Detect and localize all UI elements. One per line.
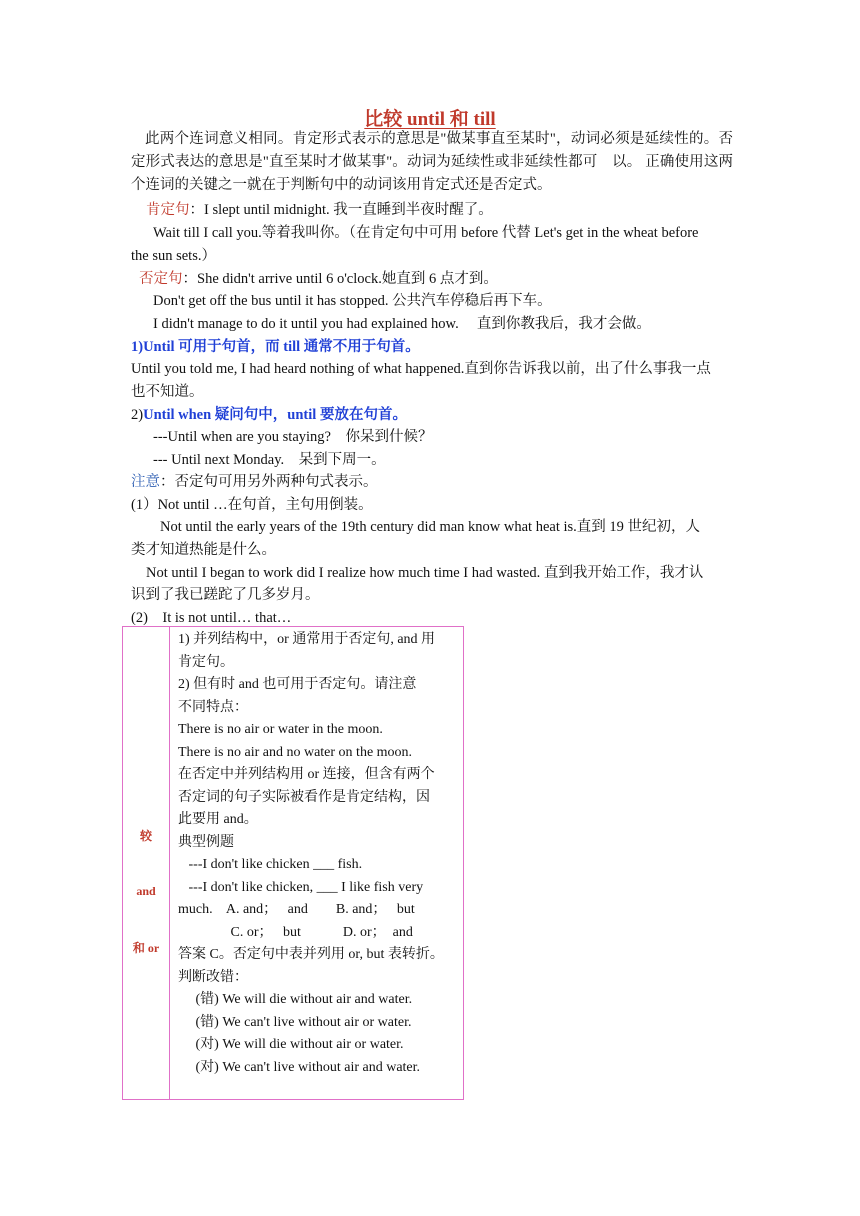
table-line: 不同特点： (178, 699, 248, 715)
negative-example: 否定句：She didn't arrive until 6 o'clock.她直到 6 点才到。 (139, 271, 498, 287)
note-label: 注意 (131, 474, 160, 490)
table-line: 判断改错： (178, 969, 248, 985)
note-example1-a: Not until the early years of the 19th century did man know what heat is.直到 19 世纪初，人 (160, 519, 701, 535)
table-content-cell (178, 629, 458, 1079)
side-label-3: 和 or (132, 941, 160, 955)
table-line: 2) 但有时 and 也可用于否定句。请注意 (178, 677, 417, 692)
negative-line2: Don't get off the bus until it has stopped. 公共汽车停稳后再下车。 (153, 293, 552, 309)
table-line: much. A. and； and B. and； but (178, 902, 415, 917)
point1-heading: 1)Until 可用于句首，而 till 通常不用于句首。 (131, 339, 420, 355)
side-label-2: and (136, 884, 156, 898)
table-divider (169, 627, 170, 1099)
note-example1-b: 类才知道热能是什么。 (131, 542, 276, 558)
affirmative-label: 肯定句 (146, 202, 190, 218)
table-line: 否定词的句子实际被看作是肯定结构，因 (178, 789, 430, 805)
table-line: 在否定中并列结构用 or 连接，但含有两个 (178, 767, 435, 782)
table-line: (对) We can't live without air and water. (178, 1059, 421, 1075)
side-label-1: 较 (139, 829, 152, 843)
table-line: (错) We can't live without air or water. (178, 1014, 412, 1030)
point1-text-b: 也不知道。 (131, 384, 204, 400)
table-line: C. or； but D. or； and (178, 924, 413, 940)
point2-heading: 2)Until when 疑问句中，until 要放在句首。 (131, 407, 407, 423)
note-form2: (2) It is not until… that… (131, 610, 292, 626)
table-line: 此要用 and。 (178, 812, 258, 827)
note-form1: (1）Not until …在句首，主句用倒装。 (131, 497, 373, 513)
table-line: There is no air and no water on the moon. (178, 744, 413, 760)
table-line: (对) We will die without air or water. (178, 1037, 404, 1052)
table-line: 1) 并列结构中，or 通常用于否定句, and 用 (178, 632, 436, 647)
table-line: 典型例题 (178, 834, 234, 850)
table-line: 肯定句。 (178, 654, 234, 670)
note-example2-a: Not until I began to work did I realize how much time I had wasted. 直到我开始工作，我才认 (146, 565, 704, 581)
table-line: ---I don't like chicken ___ fish. (178, 857, 363, 872)
table-line: 答案 C。否定句中表并列用 or, but 表转折。 (178, 947, 444, 962)
note-line: 注意：否定句可用另外两种句式表示。 (131, 474, 378, 490)
affirmative-line2b: the sun sets.） (131, 248, 216, 264)
negative-line3: I didn't manage to do it until you had explained how. 直到你教我后，我才会做。 (153, 316, 651, 332)
note-example2-b: 识到了我已蹉跎了几多岁月。 (131, 587, 320, 603)
point2-answer: --- Until next Monday. 呆到下周一。 (153, 452, 386, 468)
point1-text-a: Until you told me, I had heard nothing of what happened.直到你告诉我以前，出了什么事我一点 (131, 361, 711, 377)
table-line: There is no air or water in the moon. (178, 722, 383, 737)
affirmative-line2: Wait till I call you.等着我叫你。（在肯定句中可用 before 代替 Let's get in the wheat before (153, 225, 699, 241)
page-title: 比较 until 和 till (364, 109, 496, 130)
negative-label: 否定句 (139, 271, 183, 287)
table-line: ---I don't like chicken, ___ I like fish very (178, 879, 424, 895)
intro-paragraph: 此两个连词意义相同。肯定形式表示的意思是"做某事直至某时"，动词必须是延续性的。否定形式表达的意思是"直至某时才做某事"。动词为延续性或非延续性都可 以。 正确使用这两个连词的关键之一就在于判断句中的动词该用肯定式还是否定式。 (131, 131, 733, 193)
comparison-table (122, 626, 464, 1100)
table-line: (错) We will die without air and water. (178, 992, 413, 1007)
point2-question: ---Until when are you staying? 你呆到什候？ (153, 429, 433, 445)
affirmative-example: 肯定句：I slept until midnight. 我一直睡到半夜时醒了。 (146, 202, 493, 218)
